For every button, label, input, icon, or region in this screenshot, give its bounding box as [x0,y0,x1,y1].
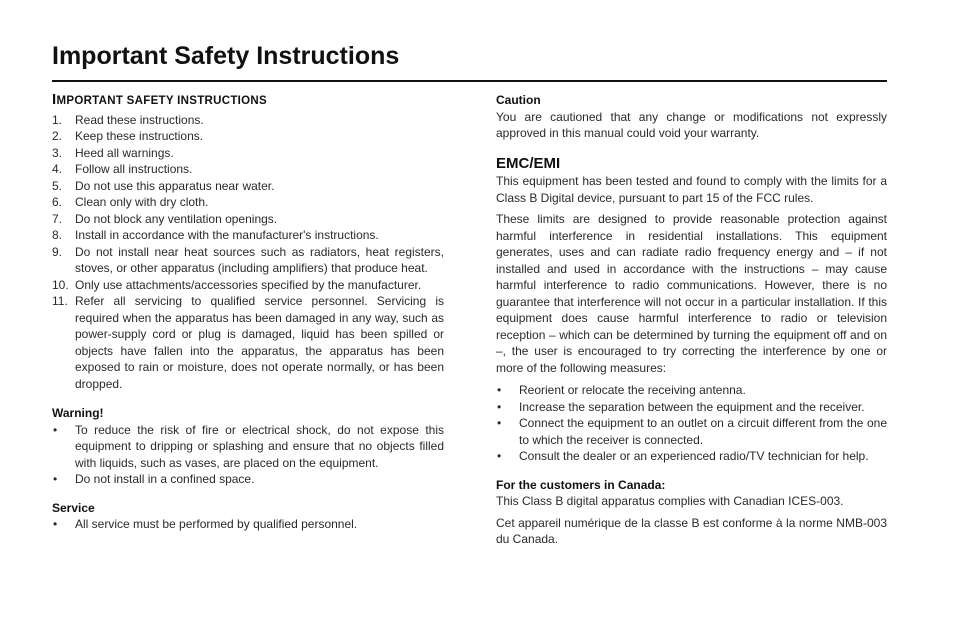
emc-heading: EMC/EMI [496,154,561,172]
right-column [496,92,887,548]
warning-list [52,422,444,488]
emc-paragraph-1: This equipment has been tested and found to comply with the limits for a Class B Digital device, pursuant to part 15 of the FCC rules. [496,174,887,205]
canada-paragraph-2: Cet appareil numérique de la classe B est conforme à la norme NMB-003 du Canada. [496,515,887,546]
list-item: • Consult the dealer or an experienced radio/TV technician for help. [497,449,869,463]
service-heading: Service [52,500,95,515]
page-title: Important Safety Instructions [52,42,400,70]
measures-list [496,382,887,465]
list-item: 2. Keep these instructions. [52,129,204,143]
list-item: • Increase the separation between the equipment and the receiver. [497,399,865,414]
list-item: 9. Do not install near heat sources such as radiators, heat registers, stoves, or other apparatus (including amplifiers) that produce heat. [52,244,444,275]
list-item: 1. Read these instructions. [52,112,204,127]
list-item: 3. Heed all warnings. [52,145,174,160]
list-item: 6. Clean only with dry cloth. [52,195,209,209]
list-item: 4. Follow all instructions. [52,162,193,176]
caution-text: You are cautioned that any change or modifications not expressly approved in this manual could void your warranty. [496,109,887,140]
list-item: 7. Do not block any ventilation openings. [52,211,278,226]
instructions-list [52,112,444,393]
list-item: 8. Install in accordance with the manufacturer's instructions. [52,228,379,242]
service-list [52,516,444,533]
left-column [52,92,444,533]
list-item: • Reorient or relocate the receiving antenna. [497,383,746,397]
warning-heading: Warning! [52,406,104,420]
canada-heading: For the customers in Canada: [496,477,666,492]
list-item: 11. Refer all servicing to qualified service personnel. Servicing is required when the apparatus has been damaged in any way, such as power-supply cord or plug is damaged, liquid has been spilled or objects have fallen into the apparatus, the apparatus has been exposed to rain or moisture, does not operate normally, or has been dropped. [52,294,444,391]
safety-instructions-heading: IMPORTANT SAFETY INSTRUCTIONS [52,91,267,108]
list-item: • Connect the equipment to an outlet on a circuit different from the one to which the receiver is connected. [497,416,887,447]
list-item: 5. Do not use this apparatus near water. [52,178,275,193]
list-item: • To reduce the risk of fire or electrical shock, do not expose this equipment to dripping or splashing and ensure that no objects filled with liquids, such as vases, are placed on the equipment. [53,422,444,470]
caution-heading: Caution [496,93,541,107]
list-item: 10. Only use attachments/accessories specified by the manufacturer. [52,277,422,292]
emc-paragraph-2: These limits are designed to provide reasonable protection against harmful interference in residential installations. This equipment generates, uses and can radiate radio frequency energy and – if not installed and used in accordance with the instructions – may cause harmful interference to radio communications. However, there is no guarantee that interference will not occur in a particular installation. If this equipment does cause harmful interference to radio or television reception – which can be determined by turning the equipment off and on –, the user is encouraged to try correcting the interference by one or more of the following measures: [496,212,887,375]
list-item: • Do not install in a confined space. [53,472,255,486]
list-item: • All service must be performed by qualified personnel. [53,517,358,531]
canada-paragraph-1: This Class B digital apparatus complies with Canadian ICES-003. [496,494,844,508]
title-rule [52,80,887,82]
